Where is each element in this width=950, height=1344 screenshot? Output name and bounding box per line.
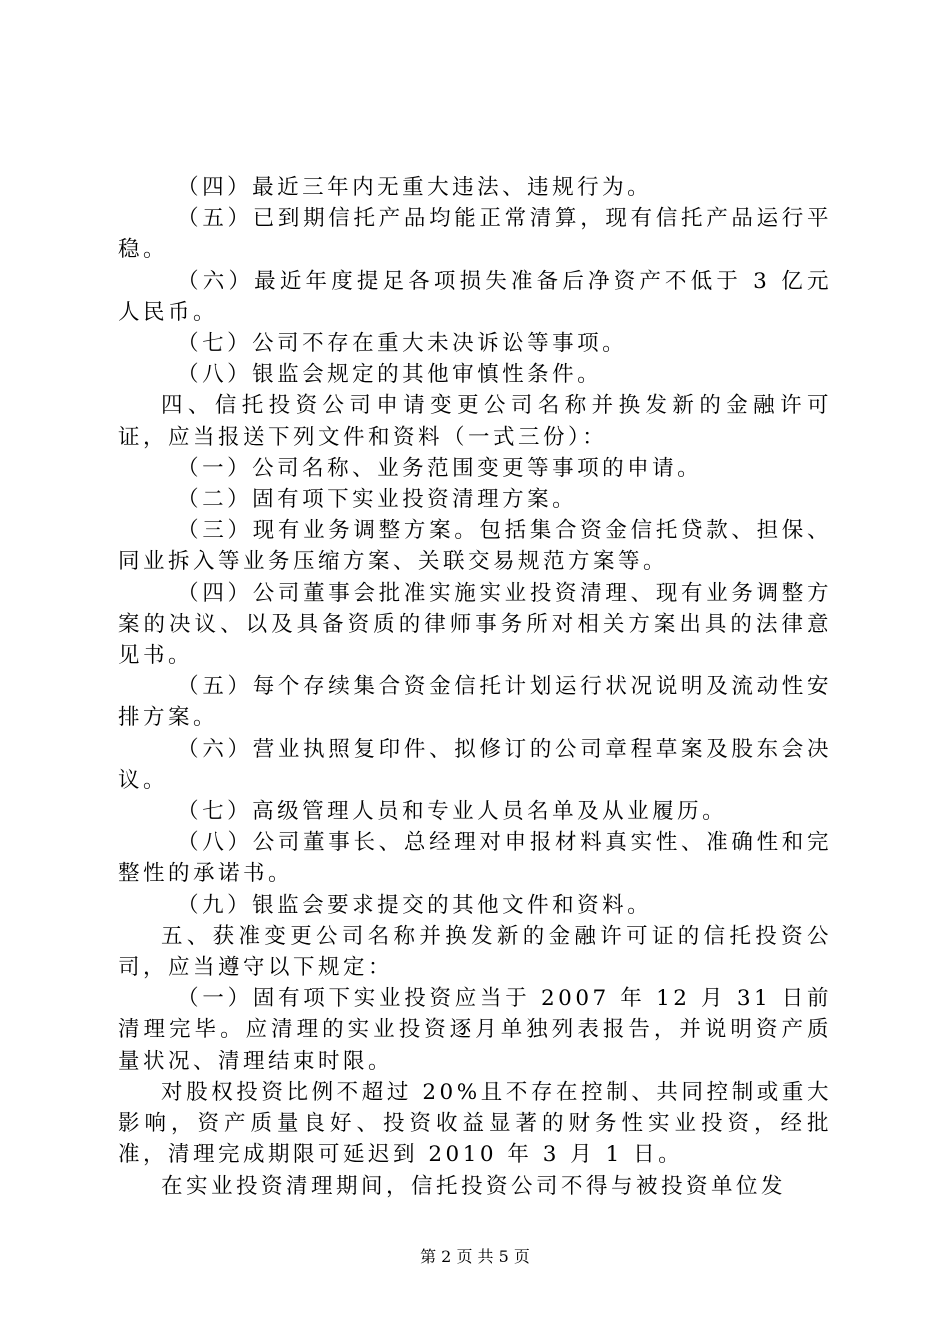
list-item-paragraph: （四）最近三年内无重大违法、违规行为。 (177, 175, 653, 200)
body-paragraph: 四、信托投资公司申请变更公司名称并换发新的金融许可证，应当报送下列文件和资料（一式三份）： (118, 393, 832, 450)
body-paragraph: 在实业投资清理期间，信托投资公司不得与被投资单位发 (161, 1173, 787, 1199)
page-footer: 第 2 页 共 5 页 (420, 1247, 530, 1266)
list-item-paragraph: （八）银监会规定的其他审慎性条件。 (177, 362, 603, 388)
list-item-paragraph: （七）公司不存在重大未决诉讼等事项。 (177, 331, 628, 357)
list-item-paragraph: （七）高级管理人员和专业人员名单及从业履历。 (177, 799, 728, 825)
body-paragraph: 五、获准变更公司名称并换发新的金融许可证的信托投资公司，应当遵守以下规定： (118, 923, 832, 981)
list-item-paragraph: （五）已到期信托产品均能正常清算，现有信托产品运行平稳。 (118, 206, 832, 263)
list-item-paragraph: （二）固有项下实业投资清理方案。 (177, 487, 578, 513)
list-item-paragraph: （四）公司董事会批准实施实业投资清理、现有业务调整方案的决议、以及具备资质的律师事务所对相关方案出具的法律意见书。 (118, 580, 832, 669)
document-body (118, 172, 832, 1202)
body-paragraph: 对股权投资比例不超过 20%且不存在控制、共同控制或重大影响，资产质量良好、投资收益显著的财务性实业投资，经批准，清理完成期限可延迟到 2010 年 3 月 1 日。 (118, 1079, 832, 1168)
list-item-paragraph: （一）公司名称、业务范围变更等事项的申请。 (177, 455, 703, 481)
list-item-paragraph: （八）公司董事长、总经理对申报材料真实性、准确性和完整性的承诺书。 (118, 830, 832, 887)
list-item-paragraph: （六）营业执照复印件、拟修订的公司章程草案及股东会决议。 (118, 736, 832, 793)
list-item-paragraph: （一）固有项下实业投资应当于 2007 年 12 月 31 日前清理完毕。应清理的实业投资逐月单独列表报告，并说明资产质量状况、清理结束时限。 (118, 986, 832, 1074)
list-item-paragraph: （五）每个存续集合资金信托计划运行状况说明及流动性安排方案。 (118, 674, 832, 731)
list-item-paragraph: （九）银监会要求提交的其他文件和资料。 (177, 892, 653, 918)
list-item-paragraph: （三）现有业务调整方案。包括集合资金信托贷款、担保、同业拆入等业务压缩方案、关联交易规范方案等。 (118, 518, 832, 575)
list-item-paragraph: （六）最近年度提足各项损失准备后净资产不低于 3 亿元人民币。 (118, 268, 832, 325)
